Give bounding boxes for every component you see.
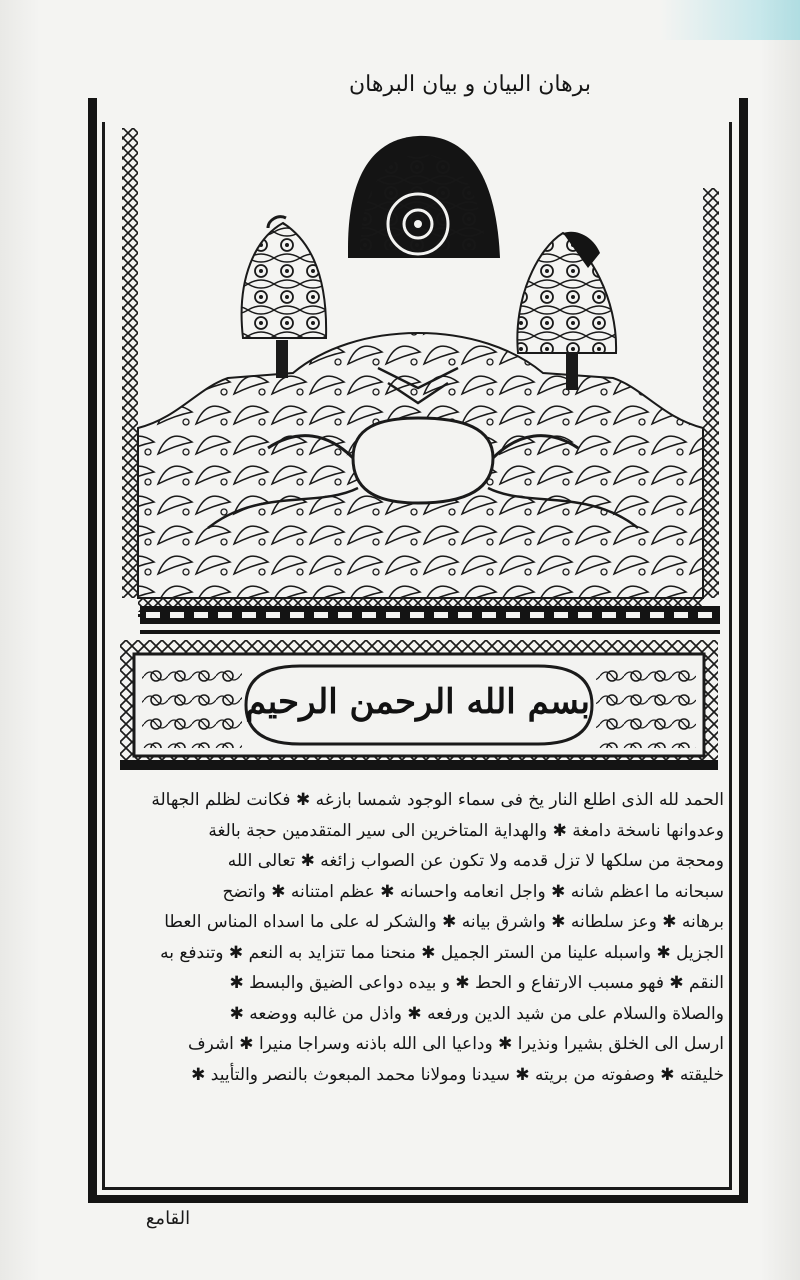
text-line: والصلاة والسلام على من شيد الدين ورفعه ✱ واذل من غالبه ووضعه ✱ <box>229 1003 724 1024</box>
scan-edge-tint <box>660 0 800 40</box>
text-line: ارسل الى الخلق بشيرا ونذيرا ✱ وداعيا الى الله باذنه وسراجا منيرا ✱ اشرف <box>187 1034 724 1054</box>
text-line: خليقته ✱ وصفوته من بريته ✱ سيدنا ومولانا محمد المبعوث بالنصر والتأييد ✱ <box>191 1064 724 1085</box>
body-text <box>104 785 724 1090</box>
headpiece-illumination <box>118 128 723 648</box>
basmala: بسم الله الرحمن الرحيم <box>245 682 590 722</box>
text-line: ومحجة من سلكها لا تزل قدمه ولا تكون عن الصواب زائغه ✱ تعالى الله <box>227 851 724 871</box>
text-line: برهانه ✱ وعز سلطانه ✱ واشرق بيانه ✱ والشكر له على ما اسداه المناس العطا <box>164 912 724 932</box>
running-title: برهان البيان و بيان البرهان <box>349 72 591 97</box>
catchword: القامع <box>145 1208 191 1229</box>
text-line: وعدوانها ناسخة دامغة ✱ والهداية المتاخرين الى سير المتقدمين حجة بالغة <box>208 820 724 841</box>
text-line: النقم ✱ فهو مسبب الارتفاع و الحط ✱ و بيده دواعى الضيق والبسط ✱ <box>229 973 724 993</box>
text-line: الحمد لله الذى اطلع النار يخ فى سماء الوجود شمسا بازغه ✱ فكانت لظلم الجهالة <box>151 790 724 810</box>
text-line: الجزيل ✱ واسبله علينا من الستر الجميل ✱ منحنا مما تتزايد به النعم ✱ وتندفع به <box>160 942 724 963</box>
text-line: سبحانه ما اعظم شانه ✱ واجل انعامه واحسانه ✱ عظم امتنانه ✱ واتضح <box>222 881 724 902</box>
